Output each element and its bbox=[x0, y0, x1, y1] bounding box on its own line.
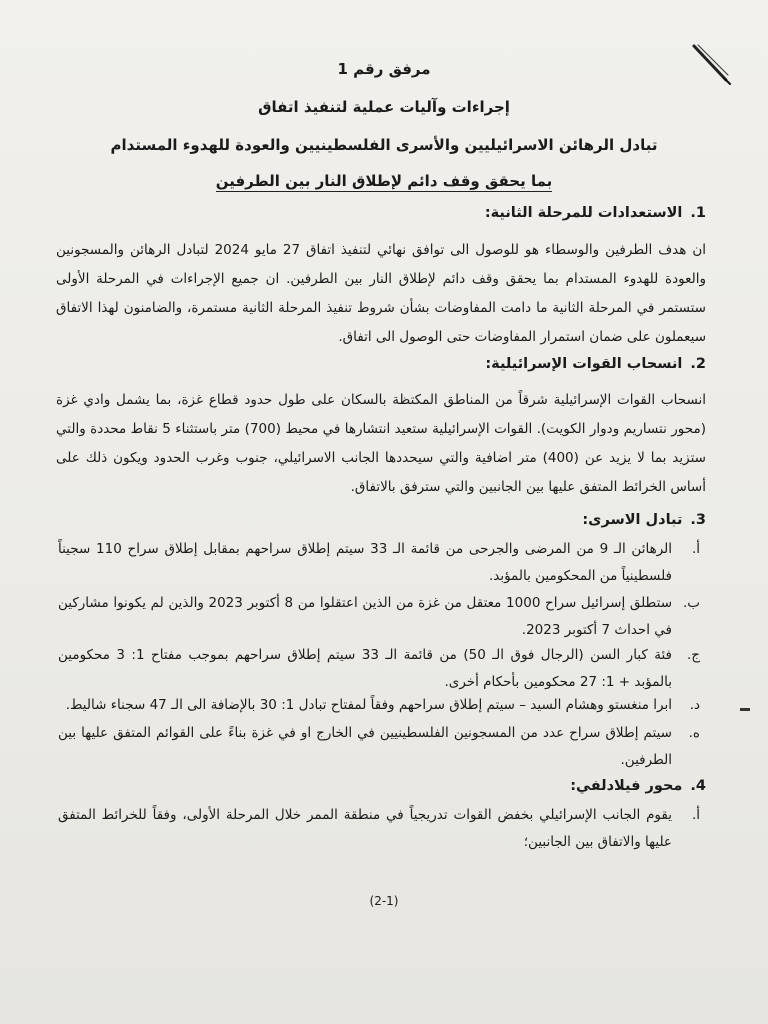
item-text: سيتم إطلاق سراح عدد من المسجونين الفلسطينيين في الخارج او في غزة بناءً على القوائم المتفق عليها بين الطرفين. bbox=[58, 725, 672, 768]
annex-label: مرفق رقم 1 bbox=[337, 60, 431, 78]
subtitle2-text: بما يحقق وقف دائم لإطلاق النار بين الطرفين bbox=[215, 172, 553, 190]
item-label: ه. bbox=[688, 725, 700, 741]
item-text: فئة كبار السن (الرجال فوق الـ 50) من قائمة الـ 33 سيتم إطلاق سراحهم بموجب مفتاح 1: 3 محكومين بالمؤبد + 1: 27 محكومين بأحكام أخرى. bbox=[58, 647, 672, 690]
document-subtitle: تبادل الرهائن الاسرائيليين والأسرى الفلسطينيين والعودة للهدوء المستدام bbox=[110, 136, 658, 154]
item-label: ج. bbox=[686, 647, 700, 663]
list-item bbox=[58, 590, 700, 644]
list-item bbox=[58, 720, 700, 774]
section-title: الاستعدادات للمرحلة الثانية: bbox=[484, 205, 683, 221]
item-label: د. bbox=[689, 697, 700, 713]
section-1-paragraph: ان هدف الطرفين والوسطاء هو للوصول الى توافق نهائي لتنفيذ اتفاق 27 مايو 2024 لتبادل الرهائن والمسجونين والعودة للهدوء المستدام بما يحقق وقف دائم لإطلاق النار بين الطرفين. ان جميع الإجراءات في المرحلة الأولى ستستمر في المرحلة الثانية ما دامت المفاوضات بشأن شروط تنفيذ المرحلة الثانية مستمرة، والضامنون لهذا الاتفاق سيعملون على ضمان استمرار المفاوضات حتى الوصول الى اتفاق. bbox=[56, 242, 706, 345]
list-item bbox=[58, 536, 700, 590]
item-text: الرهائن الـ 9 من المرضى والجرحى من قائمة الـ 33 سيتم إطلاق سراحهم بمقابل إطلاق سراح 110 سجيناً فلسطينياً من المحكومين بالمؤبد. bbox=[58, 541, 673, 584]
margin-mark bbox=[740, 708, 750, 711]
item-text: ستطلق إسرائيل سراح 1000 معتقل من غزة من الذين اعتقلوا من 8 أكتوبر 2023 والذين لم يكونوا مشاركين في احداث 7 أكتوبر 2023. bbox=[58, 595, 673, 638]
item-text: يقوم الجانب الإسرائيلي بخفض القوات تدريجياً في منطقة الممر خلال المرحلة الأولى، وفقاً للخرائط المتفق عليها والاتفاق بين الجانبين؛ bbox=[58, 807, 672, 850]
item-label: ب. bbox=[682, 595, 700, 611]
item-text: ابرا منغستو وهشام السيد – سيتم إطلاق سراحهم وفقاً لمفتاح تبادل 1: 30 بالإضافة الى الـ 47 سجناء شاليط. bbox=[65, 697, 672, 713]
section-2-heading bbox=[485, 356, 706, 372]
section-number: 2. bbox=[690, 356, 706, 372]
document-title: إجراءات وآليات عملية لتنفيذ اتفاق bbox=[258, 98, 510, 116]
document-subtitle-underlined bbox=[0, 172, 768, 190]
item-label: أ. bbox=[691, 541, 700, 557]
section-title: انسحاب القوات الإسرائيلية: bbox=[485, 356, 683, 372]
section-title: محور فيلادلفي: bbox=[570, 778, 683, 794]
list-item bbox=[58, 642, 700, 696]
page-number: (2-1) bbox=[369, 894, 399, 908]
section-title: تبادل الاسرى: bbox=[582, 512, 683, 528]
section-2-paragraph: انسحاب القوات الإسرائيلية شرقاً من المناطق المكتظة بالسكان على طول حدود قطاع غزة، بما يشمل وادي غزة (محور نتساريم ودوار الكويت). القوات الإسرائيلية ستعيد انتشارها في محيط (700) متر باستثناء 5 نقاط محددة والتي ستزيد بما لا يزيد عن (400) متر اضافية والتي سيحددها الجانب الاسرائيلي، جنوب وغرب الحدود ويكون ذلك على أساس الخرائط المتفق عليها بين الجانبين والتي سترفق بالاتفاق. bbox=[56, 392, 706, 495]
section-3-heading bbox=[582, 512, 706, 528]
section-1-heading bbox=[485, 205, 706, 221]
list-item bbox=[58, 692, 700, 719]
section-number: 4. bbox=[690, 778, 706, 794]
section-4-heading bbox=[570, 778, 706, 794]
list-item bbox=[58, 802, 700, 856]
section-number: 3. bbox=[690, 512, 706, 528]
section-number: 1. bbox=[690, 205, 706, 221]
item-label: أ. bbox=[691, 807, 700, 823]
